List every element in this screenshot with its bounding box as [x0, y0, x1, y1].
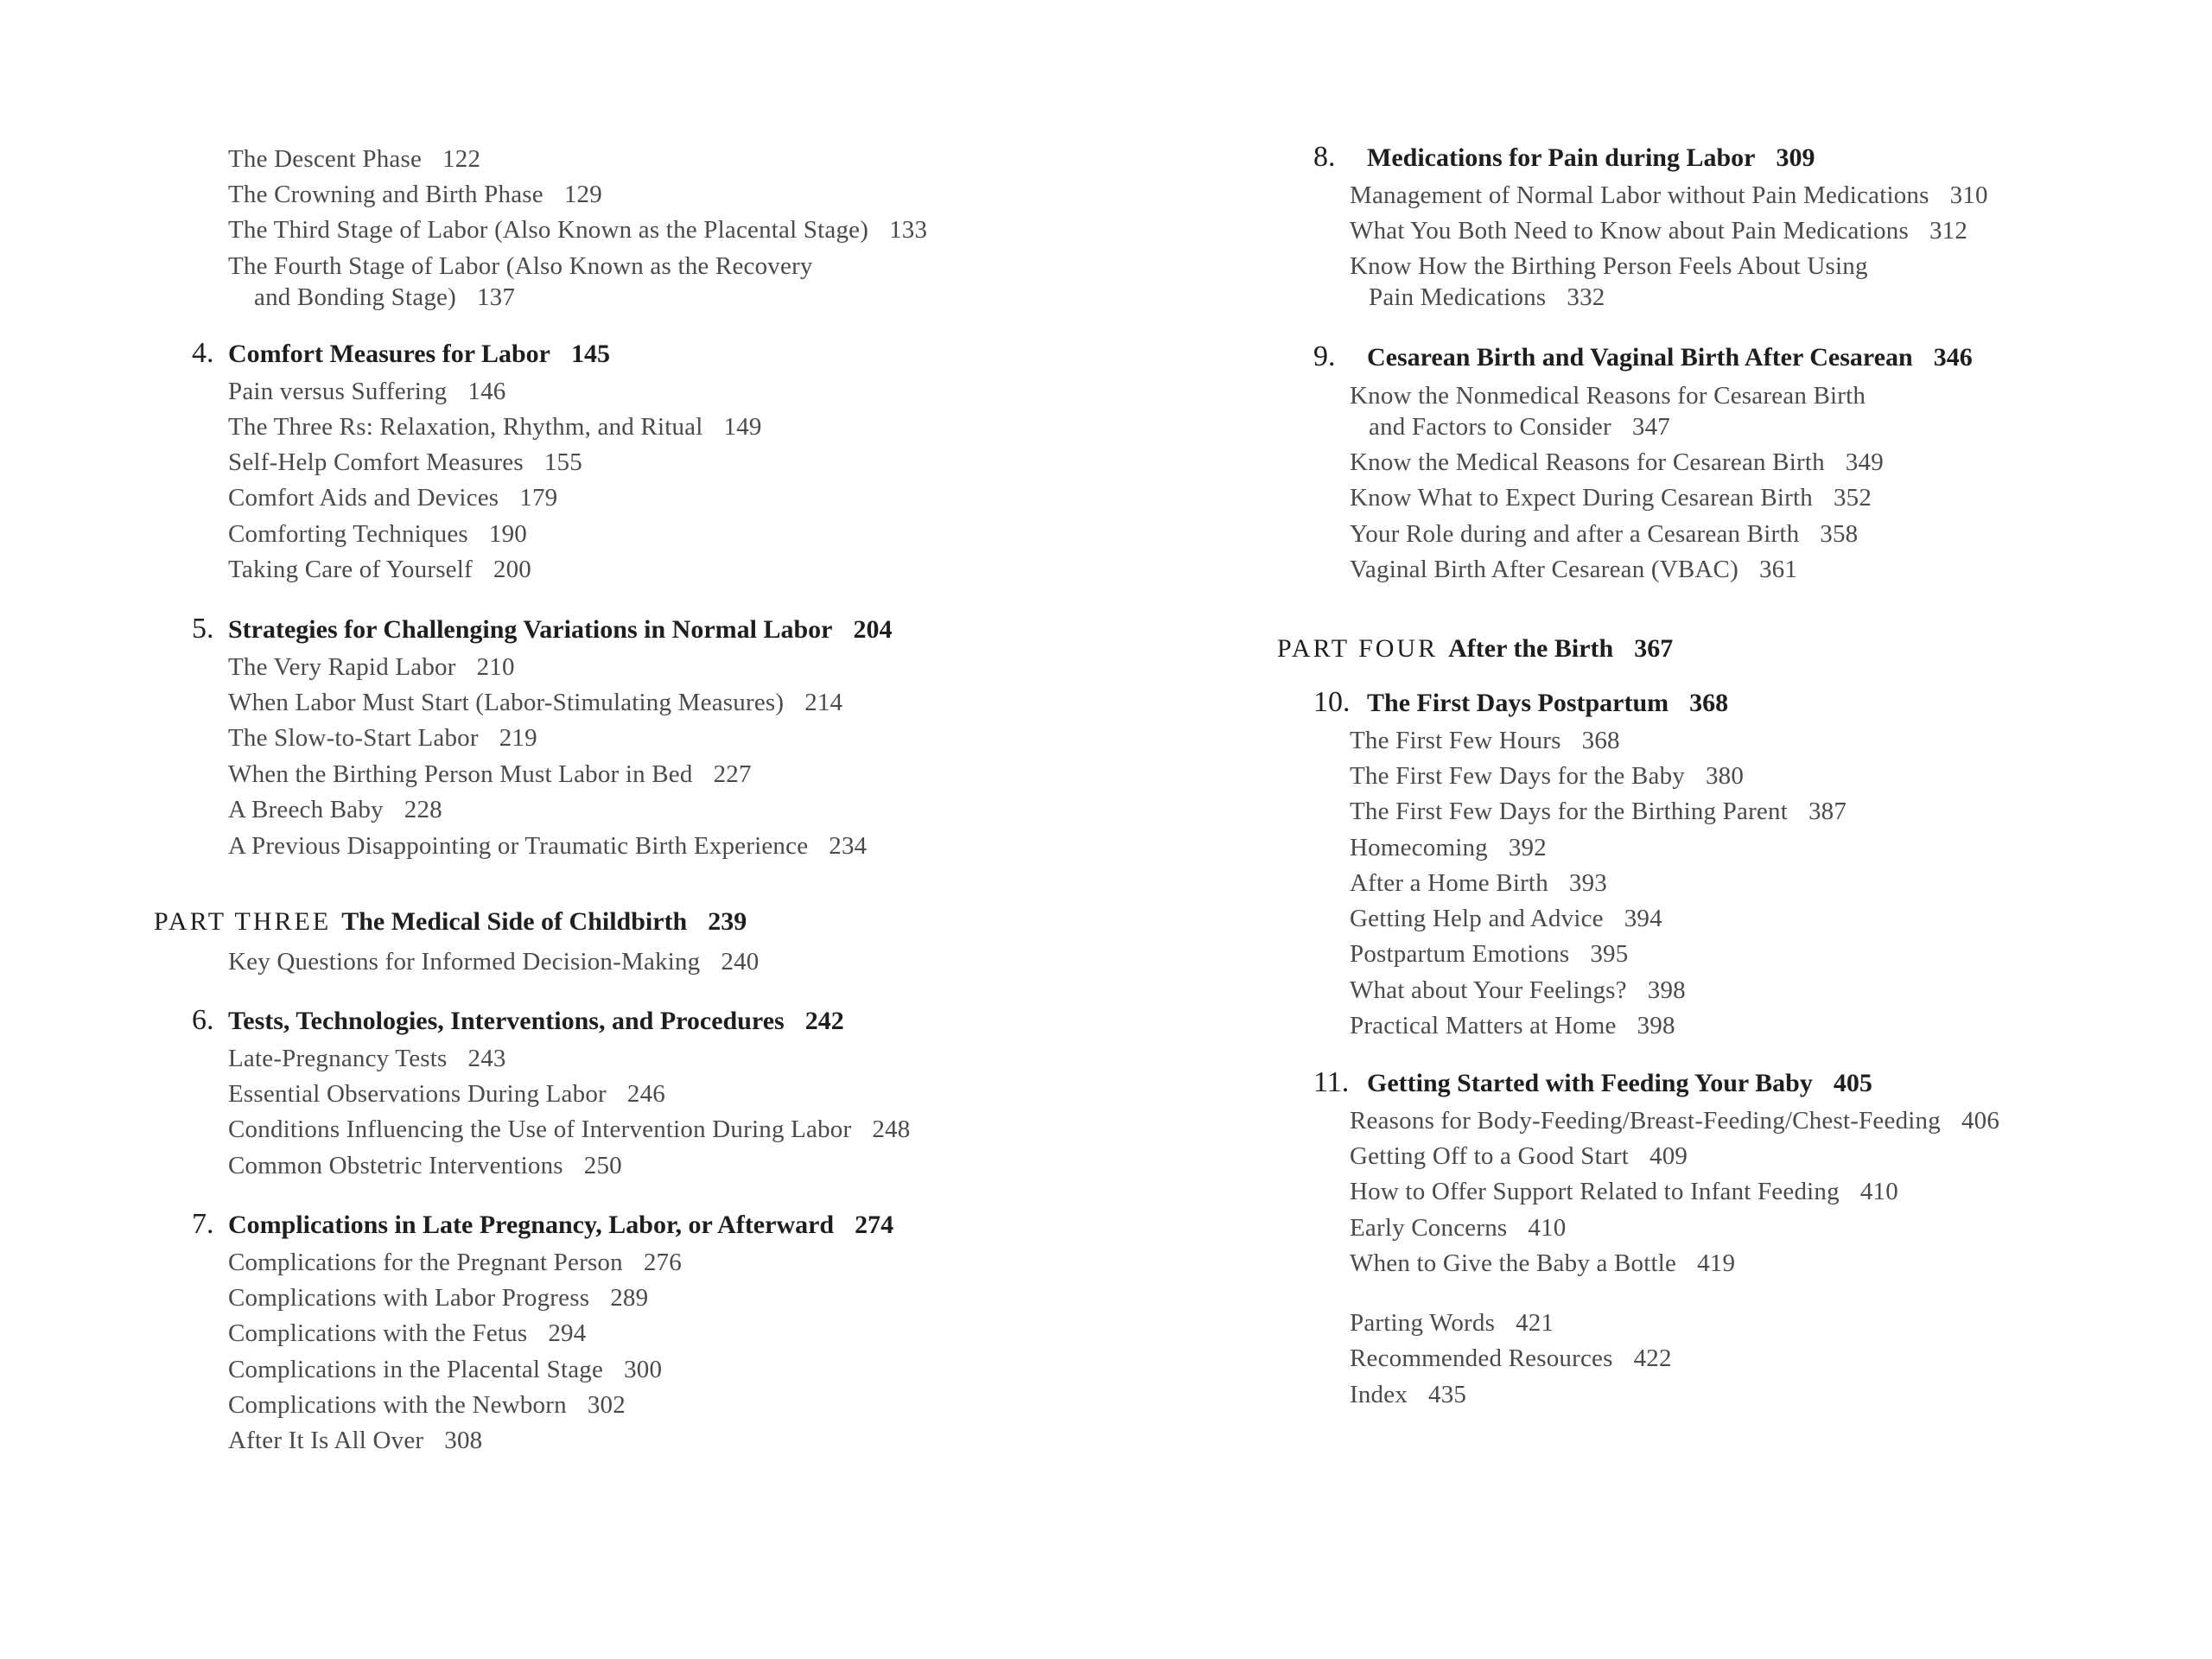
entry-title: Complications with the Fetus — [228, 1319, 528, 1347]
chapter-title: Complications in Late Pregnancy, Labor, or Afterward — [228, 1211, 835, 1239]
chapter-title: Medications for Pain during Labor — [1367, 143, 1756, 172]
toc-entry[interactable] — [1350, 869, 1607, 898]
entry-page-number: 308 — [444, 1427, 483, 1454]
toc-entry[interactable] — [1350, 905, 1662, 933]
entry-page-number: 300 — [624, 1356, 663, 1383]
entry-page-number: 380 — [1705, 762, 1745, 790]
toc-entry[interactable] — [1350, 252, 1868, 281]
toc-entry[interactable] — [1350, 1178, 1898, 1206]
entry-page-number: 358 — [1820, 520, 1859, 548]
toc-entry[interactable] — [228, 1116, 910, 1144]
chapter-heading[interactable] — [192, 1208, 893, 1241]
chapter-title: Strategies for Challenging Variations in Normal Labor — [228, 615, 833, 644]
toc-entry[interactable] — [228, 1319, 586, 1348]
entry-title: Early Concerns — [1350, 1214, 1508, 1242]
part-label: PART FOUR — [1277, 634, 1439, 663]
entry-page-number: 422 — [1633, 1344, 1672, 1372]
entry-page-number: 410 — [1528, 1214, 1567, 1242]
toc-entry-continuation[interactable] — [1369, 413, 1670, 442]
entry-title: Complications for the Pregnant Person — [228, 1249, 623, 1276]
entry-page-number: 410 — [1859, 1178, 1898, 1205]
chapter-page-number: 368 — [1689, 689, 1729, 717]
part-page-number: 367 — [1634, 634, 1674, 663]
entry-title: Complications in the Placental Stage — [228, 1356, 604, 1383]
part-page-number: 239 — [708, 907, 747, 936]
entry-title: Essential Observations During Labor — [228, 1080, 607, 1108]
entry-page-number: 392 — [1508, 834, 1547, 861]
chapter-number: 8. — [1313, 141, 1336, 173]
toc-entry[interactable] — [228, 1045, 506, 1073]
entry-page-number: 250 — [583, 1152, 622, 1179]
entry-page-number: 122 — [442, 145, 481, 173]
entry-title: Vaginal Birth After Cesarean (VBAC) — [1350, 556, 1738, 583]
chapter-number: 5. — [192, 613, 214, 645]
entry-title: Getting Off to a Good Start — [1350, 1142, 1630, 1170]
chapter-heading[interactable] — [1313, 141, 1815, 174]
entry-page-number: 394 — [1624, 905, 1662, 932]
entry-page-number: 276 — [643, 1249, 682, 1276]
toc-entry[interactable] — [1350, 976, 1686, 1005]
entry-title: Know the Medical Reasons for Cesarean Birth — [1350, 448, 1825, 476]
entry-title: Self-Help Comfort Measures — [228, 448, 524, 476]
toc-entry[interactable] — [228, 1391, 626, 1420]
part-label: PART THREE — [154, 907, 332, 936]
entry-title: Know How the Birthing Person Feels About Using — [1350, 252, 1868, 280]
entry-page-number: 190 — [488, 520, 528, 548]
entry-page-number: 246 — [626, 1080, 665, 1108]
toc-entry[interactable] — [1350, 1142, 1688, 1171]
entry-page-number: 200 — [493, 556, 531, 583]
entry-title: Taking Care of Yourself — [228, 556, 473, 583]
entry-page-number: 146 — [467, 378, 506, 405]
toc-entry[interactable] — [228, 1080, 665, 1109]
toc-entry[interactable] — [1350, 556, 1797, 584]
chapter-title: Comfort Measures for Labor — [228, 340, 550, 368]
entry-page-number: 312 — [1929, 217, 1968, 245]
toc-entry[interactable] — [228, 216, 927, 245]
toc-entry[interactable] — [1350, 382, 1866, 410]
part-heading[interactable] — [154, 907, 747, 937]
entry-title: Index — [1350, 1381, 1408, 1408]
entry-page-number: 347 — [1631, 413, 1670, 441]
chapter-page-number: 274 — [855, 1211, 894, 1239]
entry-page-number: 395 — [1590, 940, 1629, 968]
entry-page-number: 137 — [476, 283, 516, 311]
entry-page-number: 368 — [1581, 727, 1620, 754]
entry-title: Key Questions for Informed Decision-Making — [228, 948, 701, 976]
toc-entry[interactable] — [1350, 762, 1744, 791]
entry-page-number: 361 — [1758, 556, 1798, 583]
chapter-title: Tests, Technologies, Interventions, and Procedures — [228, 1007, 785, 1035]
toc-entry[interactable] — [1350, 940, 1628, 969]
chapter-title: Cesarean Birth and Vaginal Birth After Cesarean — [1367, 343, 1913, 372]
entry-title: Know the Nonmedical Reasons for Cesarean Birth — [1350, 382, 1866, 410]
entry-title: Late-Pregnancy Tests — [228, 1045, 448, 1072]
entry-title: and Factors to Consider — [1369, 413, 1611, 441]
entry-page-number: 214 — [804, 689, 843, 716]
entry-page-number: 409 — [1649, 1142, 1688, 1170]
toc-entry[interactable] — [228, 1152, 622, 1180]
toc-entry[interactable] — [228, 760, 752, 789]
chapter-title: The First Days Postpartum — [1367, 689, 1669, 717]
entry-title: When to Give the Baby a Bottle — [1350, 1249, 1677, 1277]
toc-entry[interactable] — [1350, 1012, 1675, 1040]
entry-title: When the Birthing Person Must Labor in Bed — [228, 760, 693, 788]
entry-page-number: 387 — [1808, 798, 1847, 825]
entry-page-number: 227 — [713, 760, 752, 788]
chapter-title: Getting Started with Feeding Your Baby — [1367, 1069, 1813, 1097]
toc-entry[interactable] — [228, 556, 531, 584]
chapter-page-number: 204 — [853, 615, 893, 644]
entry-title: Getting Help and Advice — [1350, 905, 1604, 932]
entry-title: What You Both Need to Know about Pain Medications — [1350, 217, 1909, 245]
entry-page-number: 248 — [872, 1116, 911, 1143]
entry-title: Conditions Influencing the Use of Intervention During Labor — [228, 1116, 852, 1143]
entry-title: Recommended Resources — [1350, 1344, 1613, 1372]
entry-title: Reasons for Body-Feeding/Breast-Feeding/Chest-Feeding — [1350, 1107, 1941, 1135]
chapter-page-number: 405 — [1833, 1069, 1872, 1097]
entry-page-number: 332 — [1567, 283, 1605, 311]
entry-page-number: 435 — [1428, 1381, 1467, 1408]
toc-entry[interactable] — [1350, 1344, 1672, 1373]
toc-entry[interactable] — [228, 145, 480, 174]
chapter-number: 4. — [192, 337, 214, 369]
entry-title: Complications with the Newborn — [228, 1391, 567, 1419]
entry-title: The Very Rapid Labor — [228, 653, 456, 681]
toc-entry[interactable] — [228, 1249, 682, 1277]
chapter-number: 11. — [1313, 1066, 1350, 1098]
entry-page-number: 149 — [723, 413, 762, 441]
toc-entry[interactable] — [228, 724, 537, 753]
chapter-heading[interactable] — [192, 613, 892, 645]
entry-title: Common Obstetric Interventions — [228, 1152, 563, 1179]
toc-entry[interactable] — [228, 413, 762, 442]
toc-entry[interactable] — [228, 948, 760, 976]
chapter-heading[interactable] — [1313, 1066, 1872, 1099]
entry-page-number: 129 — [563, 181, 602, 208]
entry-page-number: 398 — [1647, 976, 1686, 1004]
entry-page-number: 179 — [519, 484, 558, 512]
chapter-page-number: 346 — [1933, 343, 1973, 372]
toc-entry[interactable] — [228, 484, 557, 512]
entry-title: Comforting Techniques — [228, 520, 468, 548]
entry-title: Know What to Expect During Cesarean Birth — [1350, 484, 1813, 512]
toc-entry[interactable] — [1350, 1381, 1466, 1409]
entry-page-number: 234 — [829, 832, 868, 860]
entry-title: A Breech Baby — [228, 796, 384, 823]
entry-title: Postpartum Emotions — [1350, 940, 1570, 968]
entry-page-number: 393 — [1568, 869, 1608, 897]
toc-entry[interactable] — [228, 252, 813, 281]
entry-page-number: 302 — [587, 1391, 626, 1419]
toc-entry[interactable] — [1350, 1249, 1735, 1278]
part-title: After the Birth — [1448, 634, 1614, 663]
chapter-number: 7. — [192, 1208, 214, 1240]
entry-page-number: 398 — [1637, 1012, 1675, 1039]
entry-title: When Labor Must Start (Labor-Stimulating Measures) — [228, 689, 785, 716]
entry-title: and Bonding Stage) — [254, 283, 456, 311]
toc-entry[interactable] — [1350, 834, 1547, 862]
toc-entry[interactable] — [228, 832, 867, 861]
toc-entry[interactable] — [228, 1356, 662, 1384]
chapter-page-number: 242 — [804, 1007, 844, 1035]
toc-entry[interactable] — [1350, 484, 1872, 512]
toc-entry[interactable] — [228, 1284, 648, 1313]
chapter-page-number: 145 — [570, 340, 610, 368]
entry-page-number: 289 — [610, 1284, 649, 1312]
entry-page-number: 240 — [721, 948, 760, 976]
entry-title: What about Your Feelings? — [1350, 976, 1627, 1004]
toc-entry[interactable] — [228, 796, 442, 824]
entry-title: Your Role during and after a Cesarean Birth — [1350, 520, 1800, 548]
entry-title: The Fourth Stage of Labor (Also Known as the Recovery — [228, 252, 813, 280]
entry-title: The First Few Days for the Birthing Parent — [1350, 798, 1788, 825]
entry-page-number: 419 — [1697, 1249, 1736, 1277]
entry-title: The Crowning and Birth Phase — [228, 181, 543, 208]
toc-entry[interactable] — [1350, 448, 1884, 477]
entry-page-number: 406 — [1961, 1107, 2000, 1135]
chapter-page-number: 309 — [1776, 143, 1815, 172]
entry-page-number: 228 — [404, 796, 442, 823]
entry-title: Comfort Aids and Devices — [228, 484, 499, 512]
toc-entry[interactable] — [1350, 520, 1858, 549]
part-title: The Medical Side of Childbirth — [341, 907, 688, 936]
toc-entry[interactable] — [228, 1427, 482, 1455]
toc-entry[interactable] — [1350, 1107, 1999, 1135]
toc-entry[interactable] — [1350, 1214, 1567, 1243]
entry-page-number: 155 — [543, 448, 582, 476]
entry-title: How to Offer Support Related to Infant Feeding — [1350, 1178, 1840, 1205]
chapter-number: 6. — [192, 1004, 214, 1036]
entry-title: Parting Words — [1350, 1309, 1496, 1337]
entry-title: After It Is All Over — [228, 1427, 424, 1454]
entry-page-number: 243 — [467, 1045, 506, 1072]
toc-entry[interactable] — [1350, 217, 1967, 245]
toc-entry[interactable] — [1350, 798, 1847, 826]
entry-title: Complications with Labor Progress — [228, 1284, 590, 1312]
entry-title: Pain versus Suffering — [228, 378, 448, 405]
entry-title: The Descent Phase — [228, 145, 423, 173]
entry-page-number: 210 — [476, 653, 515, 681]
entry-title: Management of Normal Labor without Pain Medications — [1350, 181, 1929, 209]
toc-entry-continuation[interactable] — [1369, 283, 1605, 312]
entry-page-number: 310 — [1949, 181, 1988, 209]
entry-title: After a Home Birth — [1350, 869, 1548, 897]
entry-title: The Three Rs: Relaxation, Rhythm, and Ritual — [228, 413, 703, 441]
chapter-number: 10. — [1313, 686, 1351, 718]
entry-title: Pain Medications — [1369, 283, 1547, 311]
entry-page-number: 133 — [889, 216, 928, 244]
chapter-number: 9. — [1313, 340, 1336, 372]
entry-title: The Third Stage of Labor (Also Known as the Placental Stage) — [228, 216, 869, 244]
entry-title: The Slow-to-Start Labor — [228, 724, 479, 752]
entry-page-number: 421 — [1516, 1309, 1554, 1337]
chapter-heading[interactable] — [192, 1004, 844, 1037]
toc-entry[interactable] — [1350, 1309, 1554, 1338]
entry-title: The First Few Days for the Baby — [1350, 762, 1685, 790]
toc-entry[interactable] — [228, 520, 527, 549]
entry-page-number: 352 — [1833, 484, 1872, 512]
toc-entry[interactable] — [1350, 727, 1620, 755]
chapter-heading[interactable] — [1313, 340, 1973, 373]
toc-entry-continuation[interactable] — [254, 283, 515, 312]
part-heading[interactable] — [1277, 634, 1673, 664]
entry-page-number: 349 — [1845, 448, 1884, 476]
entry-title: Practical Matters at Home — [1350, 1012, 1617, 1039]
entry-page-number: 219 — [499, 724, 537, 752]
entry-page-number: 294 — [548, 1319, 587, 1347]
toc-entry[interactable] — [228, 689, 842, 717]
chapter-heading[interactable] — [192, 337, 610, 370]
entry-title: A Previous Disappointing or Traumatic Birth Experience — [228, 832, 809, 860]
entry-title: The First Few Hours — [1350, 727, 1561, 754]
toc-entry[interactable] — [228, 181, 602, 209]
chapter-heading[interactable] — [1313, 686, 1728, 719]
toc-entry[interactable] — [228, 378, 505, 406]
entry-title: Homecoming — [1350, 834, 1488, 861]
toc-entry[interactable] — [228, 448, 582, 477]
toc-entry[interactable] — [1350, 181, 1988, 210]
toc-entry[interactable] — [228, 653, 515, 682]
